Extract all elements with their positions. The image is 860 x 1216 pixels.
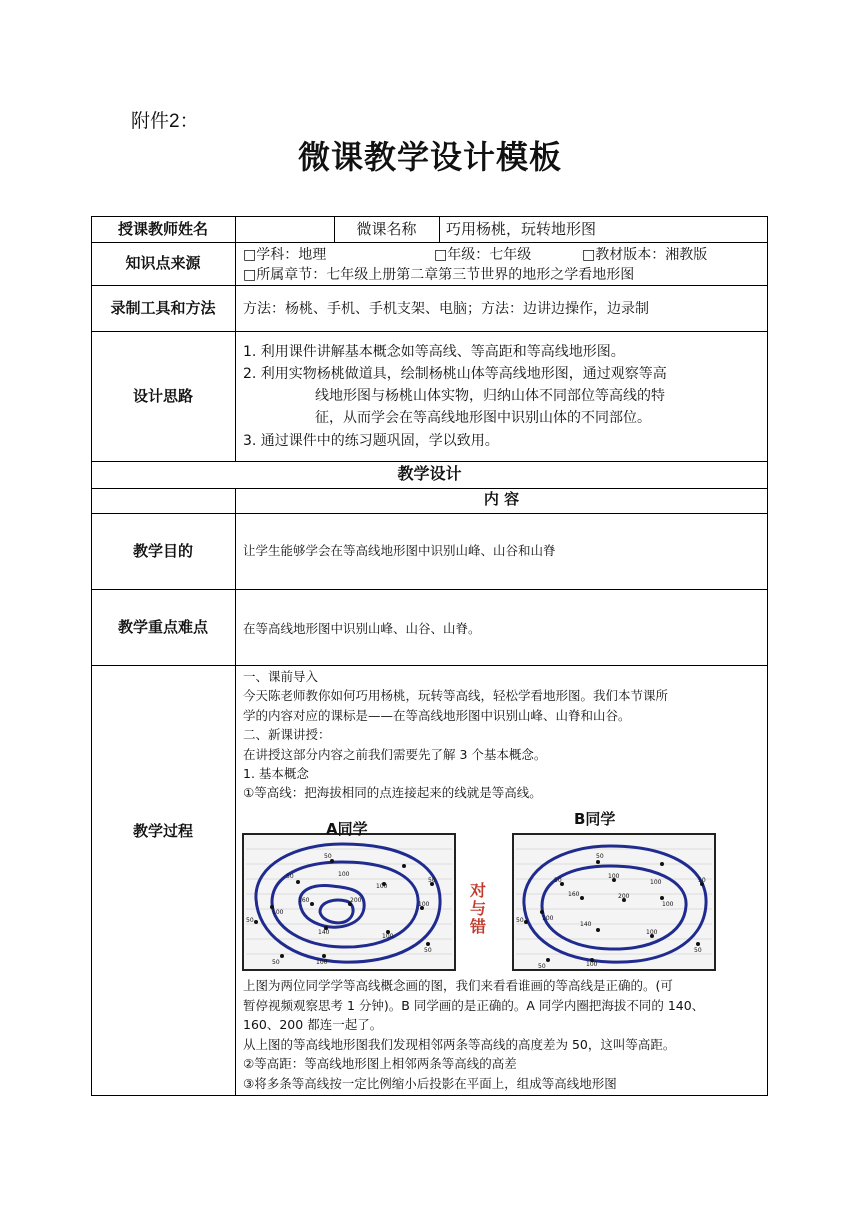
edition-checkbox: □教材版本：湘教版 xyxy=(582,247,708,263)
student-a-title: A同学 xyxy=(326,820,368,838)
contour-label: 50 xyxy=(516,917,524,924)
table-rule xyxy=(91,1095,768,1096)
contour-label: 50 xyxy=(698,877,706,884)
contour-label: 50 xyxy=(554,877,562,884)
contour-label: 160 xyxy=(298,897,310,904)
label-column-divider xyxy=(235,216,236,461)
contour-label: 50 xyxy=(538,963,546,970)
student-a-panel xyxy=(243,820,455,970)
process-line: ①等高线：把海拔相同的点连接起来的线就是等高线。 xyxy=(243,785,542,800)
contour-label: 50 xyxy=(596,853,604,860)
contour-label: 50 xyxy=(286,873,294,880)
contour-label: 100 xyxy=(646,929,658,936)
tools-label: 录制工具和方法 xyxy=(110,299,216,317)
student-b-panel xyxy=(513,810,715,970)
key-points-label: 教学重点难点 xyxy=(117,618,208,636)
process-line: 在讲授这部分内容之前我们需要先了解 3 个基本概念。 xyxy=(243,747,547,762)
contour-label: 50 xyxy=(424,947,432,954)
contour-label: 100 xyxy=(272,909,284,916)
process-line: 二、新课讲授： xyxy=(243,727,331,742)
contour-label: 100 xyxy=(662,901,674,908)
contour-label: 100 xyxy=(316,959,328,966)
process-line: 上图为两位同学学等高线概念画的图，我们来看看谁画的等高线是正确的。(可 xyxy=(243,978,673,993)
table-rule xyxy=(91,461,768,462)
process-line: 今天陈老师教你如何巧用杨桃，玩转等高线，轻松学看地形图。我们本节课所 xyxy=(243,688,669,703)
design-idea-line: 3. 通过课件中的练习题巩固，学以致用。 xyxy=(243,433,499,449)
contour-label: 100 xyxy=(418,901,430,908)
tools-value: 方法：杨桃、手机、手机支架、电脑；方法：边讲边操作，边录制 xyxy=(243,301,649,317)
contour-label: 160 xyxy=(568,891,580,898)
student-b-title: B同学 xyxy=(574,810,616,828)
process-line: ③将多条等高线按一定比例缩小后投影在平面上，组成等高线地形图 xyxy=(243,1076,617,1091)
contour-label: 140 xyxy=(318,929,330,936)
design-idea-line: 线地形图与杨桃山体实物，归纳山体不同部位等高线的特 xyxy=(315,388,665,404)
contour-label: 100 xyxy=(608,873,620,880)
design-idea-line: 2. 利用实物杨桃做道具，绘制杨桃山体等高线地形图，通过观察等高 xyxy=(243,366,667,382)
process-line: 暂停视频观察思考 1 分钟)。B 同学画的是正确的。A 同学内圈把海拔不同的 140、 xyxy=(243,998,705,1013)
contour-label: 100 xyxy=(376,883,388,890)
process-line: ②等高距：等高线地形图上相邻两条等高线的高差 xyxy=(243,1056,517,1071)
contour-comparison-figure xyxy=(242,804,727,974)
contour-label: 50 xyxy=(246,917,254,924)
table-border-right xyxy=(767,216,768,1096)
attachment-label: 附件2： xyxy=(131,111,199,132)
teacher-name-label: 授课教师姓名 xyxy=(117,220,208,238)
design-table xyxy=(91,216,768,1096)
caption-char: 对 xyxy=(470,881,487,900)
key-points-value: 在等高线地形图中识别山峰、山谷、山脊。 xyxy=(243,621,481,636)
course-name-label: 微课名称 xyxy=(356,220,417,238)
label-column-divider xyxy=(235,488,236,1096)
contour-label: 50 xyxy=(272,959,280,966)
chapter-checkbox: □所属章节：七年级上册第二章第三节世界的地形之学看地形图 xyxy=(243,267,635,283)
contour-label: 200 xyxy=(618,893,630,900)
process-line: 一、课前导入 xyxy=(243,669,319,684)
goal-label: 教学目的 xyxy=(132,542,193,560)
page-title: 微课教学设计模板 xyxy=(297,138,562,176)
contour-label: 50 xyxy=(324,853,332,860)
grade-checkbox: □年级：七年级 xyxy=(434,247,532,263)
contour-label: 100 xyxy=(542,915,554,922)
design-idea-label: 设计思路 xyxy=(132,387,193,405)
contour-label: 100 xyxy=(650,879,662,886)
right-or-wrong-caption xyxy=(469,881,486,936)
process-line: 从上图的等高线地形图我们发现相邻两条等高线的高度差为 50，这叫等高距。 xyxy=(243,1037,676,1052)
course-cell-divider xyxy=(439,216,440,242)
goal-value: 让学生能够学会在等高线地形图中识别山峰、山谷和山脊 xyxy=(243,543,556,558)
teaching-design-header: 教学设计 xyxy=(397,464,462,483)
contour-label: 100 xyxy=(382,933,394,940)
contour-label: 100 xyxy=(586,961,598,968)
contour-label: 50 xyxy=(694,947,702,954)
process-line: 学的内容对应的课标是——在等高线地形图中识别山峰、山脊和山谷。 xyxy=(243,708,631,723)
process-label: 教学过程 xyxy=(132,822,193,840)
source-label: 知识点来源 xyxy=(125,254,201,272)
process-line: 160、200 都连一起了。 xyxy=(243,1017,383,1032)
table-rule xyxy=(91,216,768,217)
contour-label: 50 xyxy=(428,877,436,884)
caption-char: 与 xyxy=(470,899,487,918)
design-idea-line: 1. 利用课件讲解基本概念如等高线、等高距和等高线地形图。 xyxy=(243,344,625,360)
process-line: 1. 基本概念 xyxy=(243,766,309,781)
contour-label: 100 xyxy=(338,871,350,878)
design-idea-line: 征，从而学会在等高线地形图中识别山体的不同部位。 xyxy=(315,410,651,426)
subject-checkbox: □学科：地理 xyxy=(243,247,327,263)
contour-label: 140 xyxy=(580,921,592,928)
course-name-value: 巧用杨桃，玩转地形图 xyxy=(446,220,597,238)
caption-char: 错 xyxy=(470,917,487,936)
contour-label: 200 xyxy=(350,897,362,904)
content-header: 内 容 xyxy=(483,490,520,508)
